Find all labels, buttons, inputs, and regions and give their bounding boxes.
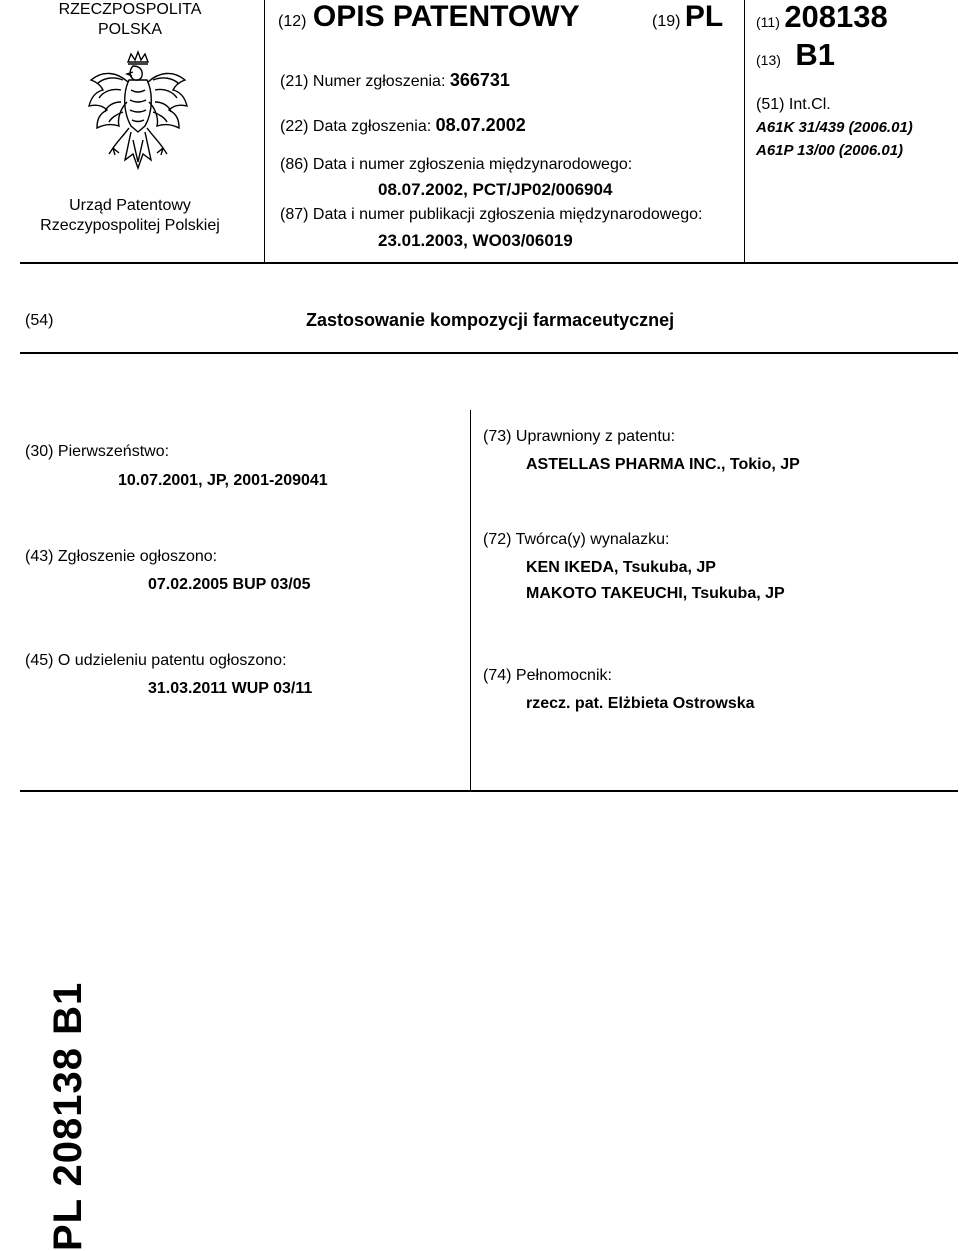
patent-office [40,196,220,236]
kind-code [756,38,835,78]
owner-value [526,456,800,474]
inventor-2: MAKOTO TAKEUCHI, Tsukuba, JP [526,585,785,602]
granted-label: (45) O udzieleniu patentu ogłoszono: [25,652,287,669]
title-bottom-rule [20,352,958,354]
owner-name: ASTELLAS PHARMA INC. [526,456,721,473]
patent-number [756,0,888,40]
patent-number-value: 208138 [784,0,888,34]
country-code-value: PL [684,0,724,33]
announced-value: 07.02.2005 BUP 03/05 [148,576,311,593]
invention-title: Zastosowanie kompozycji farmaceutycznej [306,310,675,330]
eagle-emblem-icon [83,50,193,185]
intl-publication-label: (87) Data i numer publikacji zgłoszenia międzynarodowego: [280,206,703,223]
application-number [280,70,510,91]
priority-value: 10.07.2001, JP, 2001-209041 [118,472,328,489]
attorney-label: (74) Pełnomocnik: [483,667,612,684]
owner-label: (73) Uprawniony z patentu: [483,428,676,445]
int-cl-label: (51) Int.Cl. [756,96,831,113]
application-number-value: 366731 [449,70,510,90]
doc-type-code: (12) [278,13,307,30]
application-number-label: (21) Numer zgłoszenia: [280,73,446,90]
country-code-label: (19) [652,13,681,30]
priority-label: (30) Pierwszeństwo: [25,443,170,460]
kind-code-value: B1 [795,37,835,72]
filing-date-value: 08.07.2002 [435,115,526,135]
biblio-divider [470,410,471,790]
patent-number-code: (11) [756,14,780,30]
country-line-2: POLSKA [97,21,163,38]
side-label: PL 208138 B1 [46,981,90,1251]
doc-type-title: OPIS PATENTOWY [312,0,580,33]
filing-date-label: (22) Data zgłoszenia: [280,118,432,135]
header-divider-right [744,0,745,262]
biblio-bottom-rule [20,790,958,792]
granted-value: 31.03.2011 WUP 03/11 [148,680,313,697]
country-line-1: RZECZPOSPOLITA [58,1,202,18]
int-cl-code-2: A61P 13/00 (2006.01) [756,142,904,159]
title-code: (54) [25,312,54,329]
country-code [652,0,723,39]
inventor-1: KEN IKEDA, Tsukuba, JP [526,559,716,576]
title-top-rule [20,262,958,264]
doc-type [278,0,580,39]
intl-publication-value: 23.01.2003, WO03/06019 [378,231,573,250]
office-line-1: Urząd Patentowy [69,197,191,214]
announced-label: (43) Zgłoszenie ogłoszono: [25,548,218,565]
inventors-label: (72) Twórca(y) wynalazku: [483,531,670,548]
filing-date [280,115,526,136]
header-divider-left [264,0,265,262]
owner-location: , Tokio, JP [720,456,800,473]
intl-application-label: (86) Data i numer zgłoszenia międzynarodowego: [280,156,633,173]
attorney-value: rzecz. pat. Elżbieta Ostrowska [526,695,755,712]
office-line-2: Rzeczypospolitej Polskiej [40,217,220,234]
kind-code-label: (13) [756,52,781,68]
country-name [40,0,220,40]
intl-application-value: 08.07.2002, PCT/JP02/006904 [378,180,613,199]
int-cl-code-1: A61K 31/439 (2006.01) [756,119,913,136]
